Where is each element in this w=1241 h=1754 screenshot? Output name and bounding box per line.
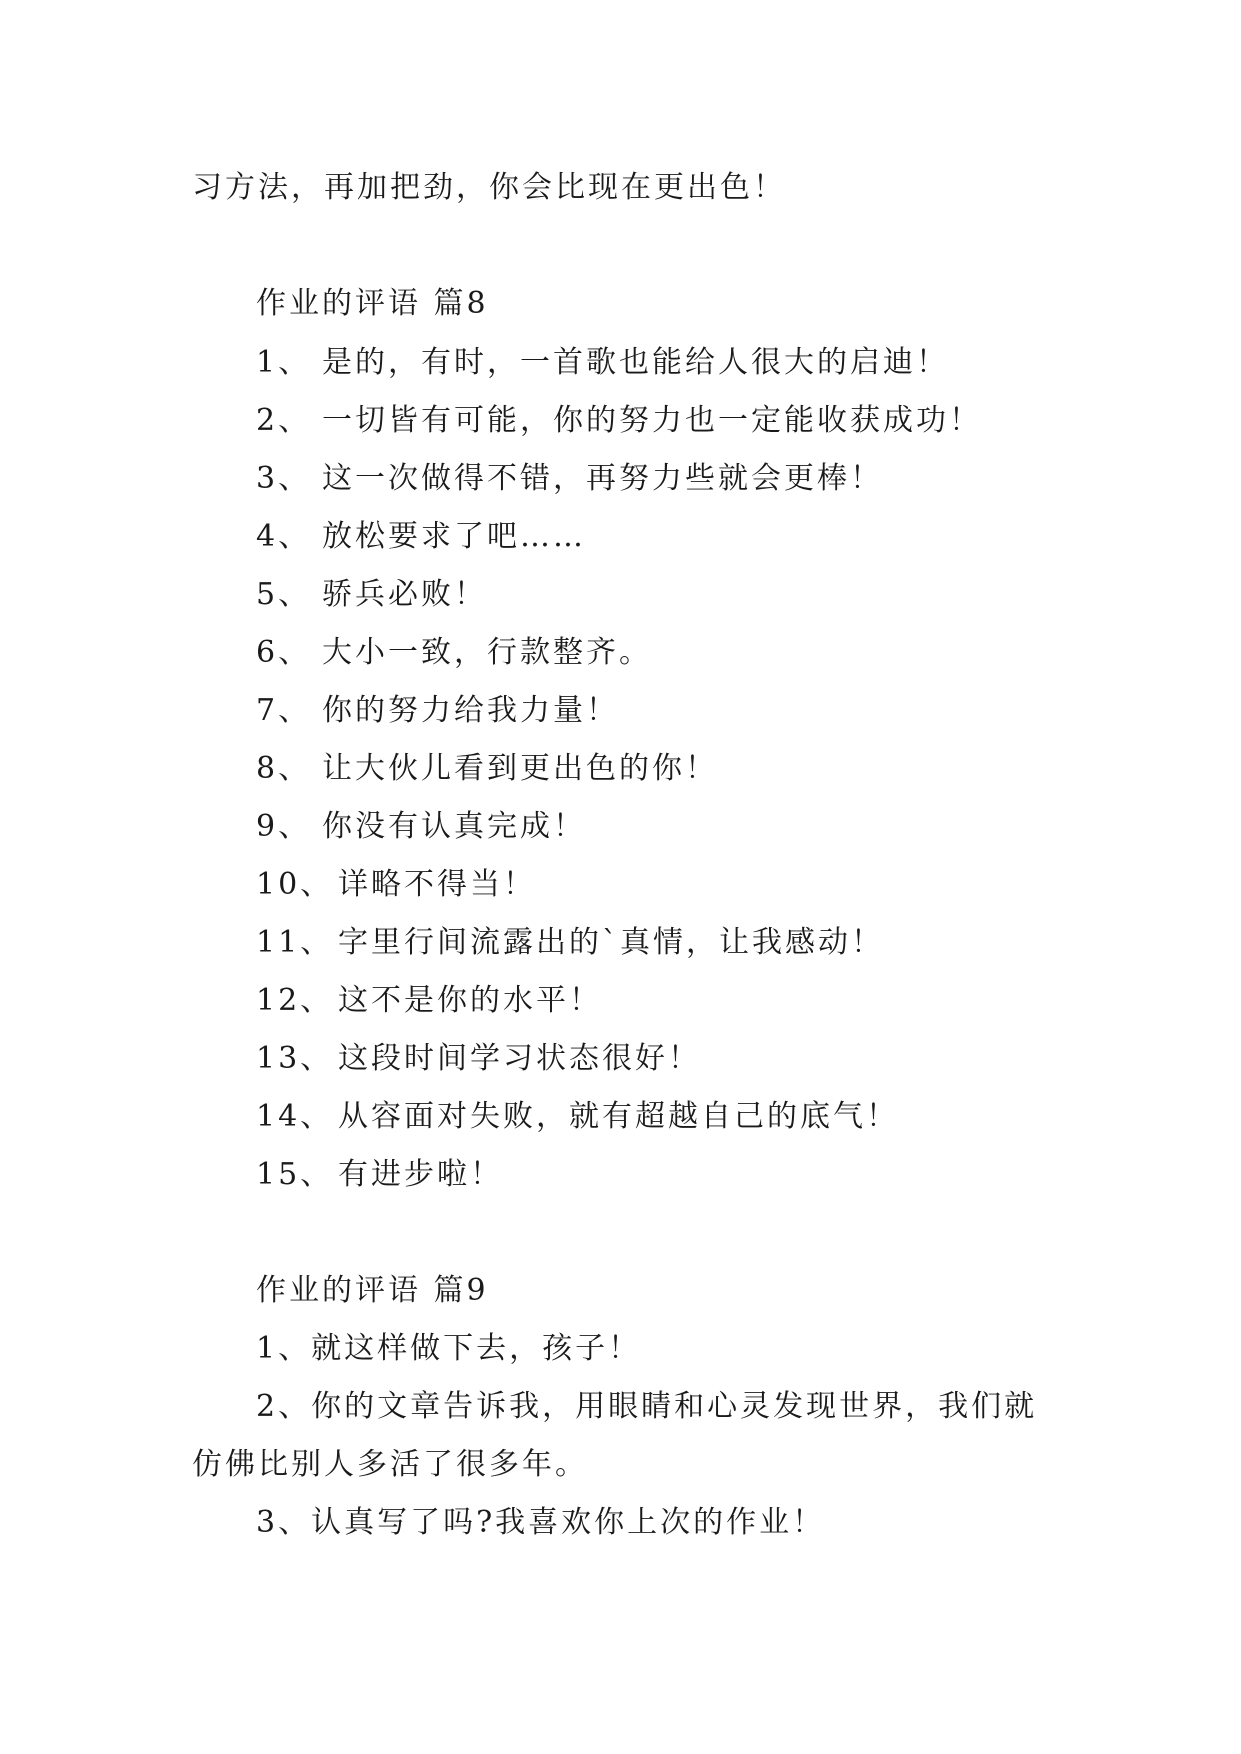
list-item bbox=[256, 981, 602, 1021]
item-number: 13、 bbox=[256, 1041, 334, 1076]
item-number: 10、 bbox=[256, 867, 334, 902]
item-text: 这段时间学习状态很好！ bbox=[338, 1041, 701, 1076]
item-number: 3、 bbox=[256, 461, 312, 496]
list-item: 2、你的文章告诉我，用眼睛和心灵发现世界，我们就 bbox=[256, 1389, 1038, 1424]
item-text: 这不是你的水平！ bbox=[338, 983, 602, 1018]
item-number: 15、 bbox=[256, 1157, 334, 1192]
list-item bbox=[256, 517, 586, 557]
section-8-heading: 作业的评语 篇8 bbox=[256, 286, 489, 321]
item-number: 4、 bbox=[256, 519, 312, 554]
item-number: 6、 bbox=[256, 635, 312, 670]
item-text: 是的，有时，一首歌也能给人很大的启迪！ bbox=[322, 345, 949, 380]
list-item bbox=[256, 807, 586, 847]
list-item bbox=[256, 575, 487, 615]
item-number: 2、 bbox=[256, 403, 312, 438]
list-item bbox=[256, 749, 718, 789]
item-number: 12、 bbox=[256, 983, 334, 1018]
list-item bbox=[256, 923, 884, 963]
item-text: 大小一致，行款整齐。 bbox=[322, 635, 652, 670]
item-number: 5、 bbox=[256, 577, 312, 612]
item-text: 骄兵必败！ bbox=[322, 577, 487, 612]
list-item bbox=[256, 1039, 701, 1079]
item-number: 14、 bbox=[256, 1099, 334, 1134]
item-text: 一切皆有可能，你的努力也一定能收获成功！ bbox=[322, 403, 982, 438]
item-text: 字里行间流露出的`真情，让我感动！ bbox=[338, 925, 884, 960]
item-text: 你的努力给我力量！ bbox=[322, 693, 619, 728]
item-text: 有进步啦！ bbox=[338, 1157, 503, 1192]
item-number: 8、 bbox=[256, 751, 312, 786]
section-9-heading: 作业的评语 篇9 bbox=[256, 1273, 489, 1308]
list-item bbox=[256, 865, 536, 905]
list-item bbox=[256, 401, 982, 441]
item-text: 从容面对失败，就有超越自己的底气！ bbox=[338, 1099, 899, 1134]
list-item-continuation: 仿佛比别人多活了很多年。 bbox=[192, 1447, 588, 1482]
list-item bbox=[256, 633, 652, 673]
item-text: 详略不得当！ bbox=[338, 867, 536, 902]
list-item bbox=[256, 1097, 899, 1137]
item-text: 让大伙儿看到更出色的你！ bbox=[322, 751, 718, 786]
list-item bbox=[256, 1155, 503, 1195]
list-item: 3、认真写了吗?我喜欢你上次的作业！ bbox=[256, 1505, 826, 1540]
item-text: 放松要求了吧…… bbox=[322, 519, 586, 554]
list-item: 1、就这样做下去，孩子！ bbox=[256, 1331, 642, 1366]
item-number: 9、 bbox=[256, 809, 312, 844]
list-item bbox=[256, 459, 883, 499]
intro-tail-text: 习方法，再加把劲，你会比现在更出色！ bbox=[192, 170, 786, 205]
item-number: 7、 bbox=[256, 693, 312, 728]
item-text: 这一次做得不错，再努力些就会更棒！ bbox=[322, 461, 883, 496]
item-number: 1、 bbox=[256, 345, 312, 380]
item-text: 你没有认真完成！ bbox=[322, 809, 586, 844]
list-item bbox=[256, 691, 619, 731]
list-item bbox=[256, 343, 949, 383]
item-number: 11、 bbox=[256, 925, 334, 960]
